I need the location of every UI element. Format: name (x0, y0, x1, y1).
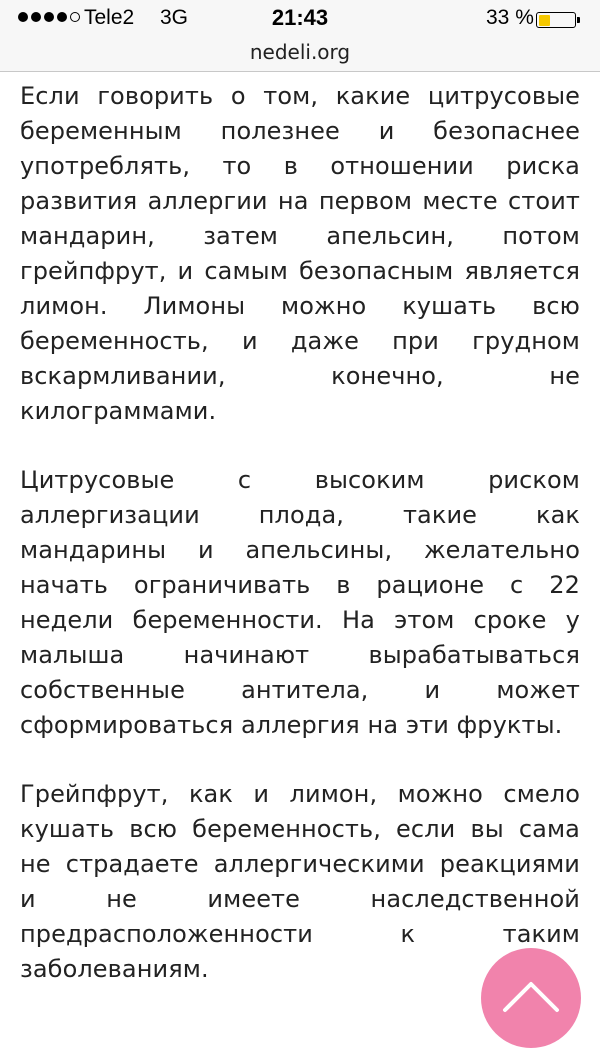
battery-fill (539, 15, 551, 26)
article-content (20, 79, 580, 1021)
battery-percent: 33 % (486, 6, 534, 29)
browser-top-bar (0, 0, 600, 72)
article-paragraph: Цитрусовые с высоким риском аллергизации плода, такие как мандарины и апельсины, желательно начать ограничивать в рационе с 22 недели беременности. На этом сроке у малыша начинают вырабатываться собственные антитела, и может сформироваться аллергия на эти фрукты. (20, 466, 580, 739)
article-paragraph: Если говорить о том, какие цитрусовые беременным полезнее и безопаснее употреблять, то в отношении риска развития аллергии на первом месте стоит мандарин, затем апельсин, потом грейпфрут, и самым безопасным является лимон. Лимоны можно кушать всю беременность, и даже при грудном вскармливании, конечно, не килограммами. (20, 82, 580, 425)
carrier-name: Tele2 (84, 6, 135, 29)
article-paragraph: Грейпфрут, как и лимон, можно смело кушать всю беременность, если вы сама не страдаете аллергическими реакциями и не имеете наследственной предрасположенности к таким заболеваниям. (20, 780, 580, 983)
network-type: 3G (160, 6, 189, 29)
chevron-up-icon (481, 948, 581, 1048)
status-bar (0, 4, 600, 32)
clock: 21:43 (271, 5, 329, 30)
scroll-to-top-button[interactable] (481, 948, 581, 1048)
battery-icon (536, 12, 576, 28)
address-bar-url[interactable]: nedeli.org (249, 40, 351, 64)
battery-tip (577, 17, 580, 23)
